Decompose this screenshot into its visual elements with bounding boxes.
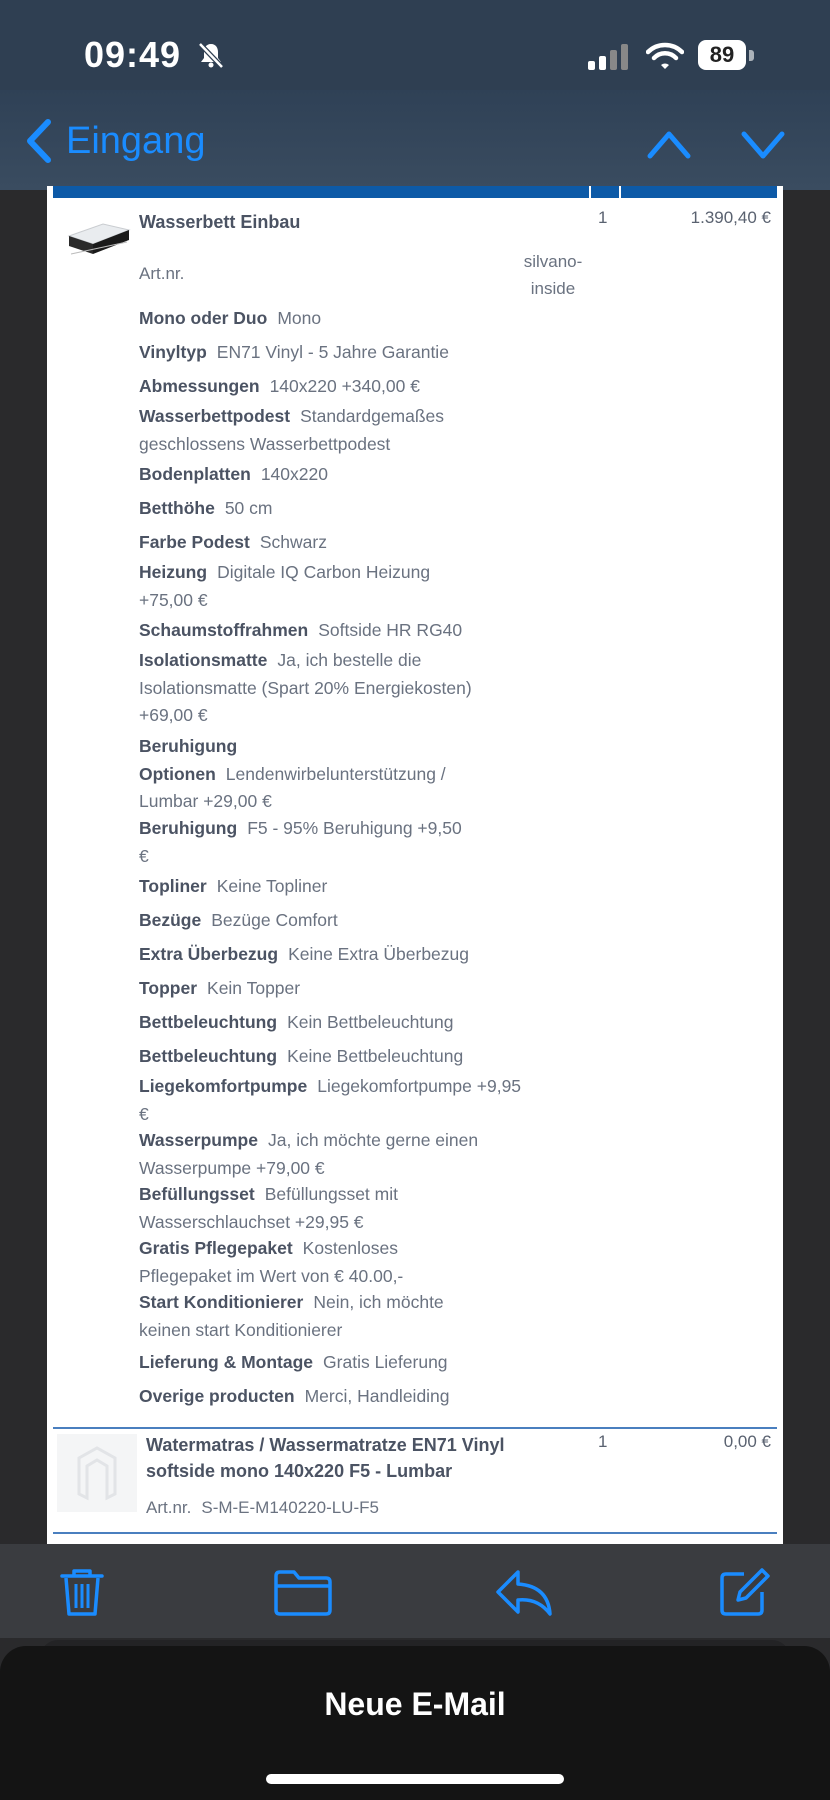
table-header-bar: [53, 186, 777, 198]
option-row: Lieferung & Montage Gratis Lieferung: [139, 1352, 448, 1372]
back-label: Eingang: [66, 119, 206, 162]
option-row: Beruhigung F5 - 95% Beruhigung +9,50 €: [139, 818, 462, 866]
option-row: Farbe Podest Schwarz: [139, 532, 327, 552]
option-row: Extra Überbezug Keine Extra Überbezug: [139, 944, 470, 964]
article-number-value: silvano- inside: [523, 252, 583, 298]
option-row: Isolationsmatte Ja, ich bestelle die Isolationsmatte (Spart 20% Energiekosten) +69,00 €: [139, 650, 472, 725]
option-row: Start Konditionierer Nein, ich möchte keinen start Konditionierer: [139, 1292, 444, 1340]
option-row: Wasserbettpodest Standardgemaßes geschlossens Wasserbettpodest: [139, 406, 445, 454]
next-message-button[interactable]: [740, 128, 786, 160]
previous-message-button[interactable]: [646, 128, 692, 160]
product-title: Watermatras / Wassermatratze EN71 Vinyl softside mono 140x220 F5 - Lumbar: [146, 1435, 505, 1481]
home-indicator[interactable]: [266, 1774, 564, 1784]
option-row: Bezüge Bezüge Comfort: [139, 910, 338, 930]
option-row: Liegekomfortpumpe Liegekomfortpumpe +9,95 €: [139, 1076, 522, 1124]
placeholder-product-image: [57, 1434, 137, 1512]
product-price: 0,00 €: [723, 1432, 771, 1451]
option-row: Vinyltyp EN71 Vinyl - 5 Jahre Garantie: [139, 342, 449, 362]
option-row: Heizung Digitale IQ Carbon Heizung +75,00 €: [139, 562, 431, 610]
trash-icon[interactable]: [56, 1566, 108, 1618]
row-divider: [53, 1427, 777, 1429]
option-row: Schaumstoffrahmen Softside HR RG40: [139, 620, 463, 640]
product-title: Wasserbett Einbau: [139, 212, 301, 232]
option-row: Gratis Pflegepaket Kostenloses Pflegepaket im Wert von € 40.00,-: [139, 1238, 404, 1286]
option-row: Mono oder Duo Mono: [139, 308, 322, 328]
compose-icon[interactable]: [718, 1566, 770, 1618]
option-row: Topliner Keine Topliner: [139, 876, 328, 896]
email-body: [47, 186, 783, 1544]
option-row: Overige producten Merci, Handleiding: [139, 1386, 450, 1406]
mail-toolbar: [0, 1544, 830, 1638]
product-price: 1.390,40 €: [690, 208, 771, 227]
reply-icon[interactable]: [494, 1566, 554, 1618]
option-row: Beruhigung Optionen Lendenwirbelunterstützung / Lumbar +29,00 €: [139, 736, 446, 811]
option-row: Bodenplatten 140x220: [139, 464, 328, 484]
option-row: Wasserpumpe Ja, ich möchte gerne einen Wasserpumpe +79,00 €: [139, 1130, 479, 1178]
article-number-label: Art.nr.: [139, 264, 185, 283]
option-row: Befüllungsset Befüllungsset mit Wasserschlauchset +29,95 €: [139, 1184, 398, 1232]
option-row: Topper Kein Topper: [139, 978, 301, 998]
product-quantity: 1: [598, 208, 608, 227]
battery-icon: [698, 40, 756, 72]
new-email-label[interactable]: Neue E-Mail: [324, 1686, 506, 1722]
row-divider: [53, 1532, 777, 1534]
folder-icon[interactable]: [272, 1566, 334, 1618]
back-button[interactable]: [24, 118, 205, 164]
chevron-left-icon: [24, 118, 54, 164]
battery-level: 89: [698, 40, 746, 70]
option-row: Bettbeleuchtung Keine Bettbeleuchtung: [139, 1046, 464, 1066]
option-row: Bettbeleuchtung Kein Bettbeleuchtung: [139, 1012, 454, 1032]
option-row: Betthöhe 50 cm: [139, 498, 273, 518]
option-row: Abmessungen 140x220 +340,00 €: [139, 376, 420, 396]
bell-muted-icon: [196, 40, 226, 70]
status-time: 09:49: [84, 34, 182, 75]
cellular-signal-icon: [588, 44, 632, 70]
article-number: Art.nr. S-M-E-M140220-LU-F5: [146, 1498, 379, 1517]
product-quantity: 1: [598, 1432, 608, 1451]
waterbed-product-image: [63, 214, 133, 264]
wifi-icon: [646, 42, 684, 70]
